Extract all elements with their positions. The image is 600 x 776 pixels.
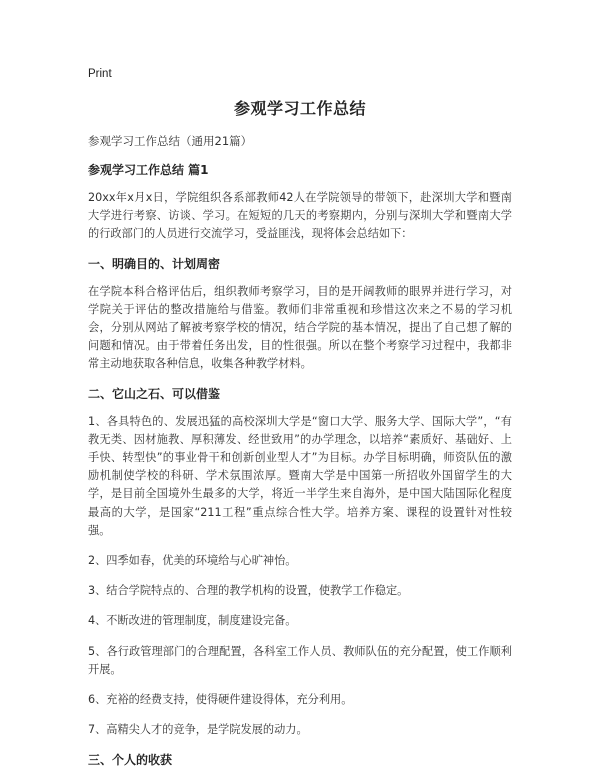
section-2-item-1: 1、各具特色的、发展迅猛的高校深圳大学是“窗口大学、服务大学、国际大学”，“有教无类、因材施教、厚积薄发、经世致用”的办学理念，以培养“素质好、基础好、上手快、转型快”的事业骨干和创新创业型人才”为目标。办学目标明确，师资队伍的激励机制使学校的科研、学术氛围浓厚。暨南大学是中国第一所招收外国留学生的大学，是目前全国境外生最多的大学，将近一半学生来自海外，是中国大陆国际化程度最高的大学，是国家“211工程”重点综合性大学。培养方案、课程的设置针对性较强。 xyxy=(88,414,512,537)
intro-paragraph: 20xx年x月x日，学院组织各系部教师42人在学院领导的带领下，赴深圳大学和暨南大学进行考察、访谈、学习。在短短的几天的考察期内，分别与深圳大学和暨南大学的行政部门的人员进行交流学习，受益匪浅，现将体会总结如下： xyxy=(88,191,512,241)
section-2-item-4: 4、不断改进的管理制度，制度建设完备。 xyxy=(88,614,297,628)
section-heading-1: 一、明确目的、计划周密 xyxy=(88,256,221,271)
section-2-item-3: 3、结合学院特点的、合理的教学机构的设置，使教学工作稳定。 xyxy=(88,584,409,598)
section-1-paragraph: 在学院本科合格评估后，组织教师考察学习，目的是开阔教师的眼界并进行学习，对学院关于评估的整改措施给与借鉴。教师们非常重视和珍惜这次来之不易的学习机会，分别从网站了解被考察学校的情况，结合学院的基本情况，提出了自己想了解的问题和情况。由于带着任务出发，目的性很强。所以在整个考察学习过程中，我都非常主动地获取各种信息，收集各种教学材料。 xyxy=(88,284,512,371)
section-2-item-2: 2、四季如春，优美的环境给与心旷神怡。 xyxy=(88,554,297,568)
section-heading-3: 三、个人的收获 xyxy=(88,753,173,768)
print-label: Print xyxy=(88,68,112,80)
section-2-item-5: 5、各行政管理部门的合理配置，各科室工作人员、教师队伍的充分配置，使工作顺利开展。 xyxy=(88,644,512,676)
section-2-item-6: 6、充裕的经费支持，使得硬件建设得体，充分利用。 xyxy=(88,693,353,707)
section-heading-2: 二、它山之石、可以借鉴 xyxy=(88,386,221,401)
article-heading: 参观学习工作总结 篇1 xyxy=(88,163,209,177)
document-subtitle: 参观学习工作总结（通用21篇） xyxy=(88,134,253,148)
document-title: 参观学习工作总结 xyxy=(233,99,366,118)
section-2-item-7: 7、高精尖人才的竞争，是学院发展的动力。 xyxy=(88,723,308,737)
